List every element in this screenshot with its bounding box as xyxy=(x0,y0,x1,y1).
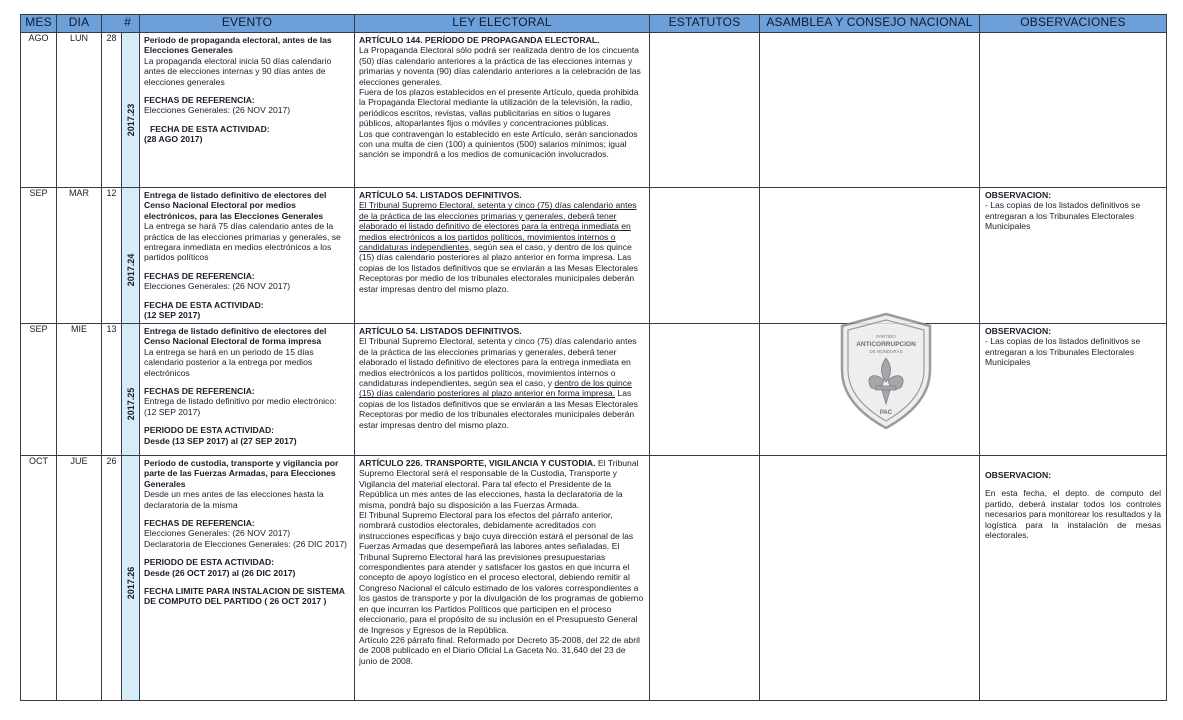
law-cell xyxy=(355,33,650,188)
event-title: Periodo de propaganda electoral, antes de las Elecciones Generales xyxy=(144,35,332,56)
statutes-cell xyxy=(650,33,760,188)
month-cell: SEP xyxy=(21,324,57,456)
event-cell xyxy=(140,188,355,324)
party-seal-stamp xyxy=(838,312,934,430)
table-row xyxy=(21,188,1167,324)
table-row xyxy=(21,324,1167,456)
number-cell: 12 xyxy=(102,188,122,324)
statutes-cell xyxy=(650,456,760,701)
header-evento: EVENTO xyxy=(140,15,355,33)
observations-cell xyxy=(980,33,1167,188)
reference-label: FECHAS DE REFERENCIA: xyxy=(144,386,255,397)
event-description: La entrega se hará 75 días calendario antes de la práctica de las elecciones primarias y generales, se entregara inmediata en medios electrónicos a los partidos políticos xyxy=(144,221,341,263)
day-cell: MAR xyxy=(57,188,102,324)
law-title: ARTÍCULO 144. PERÍODO DE PROPAGANDA ELECTORAL. xyxy=(359,35,600,45)
law-paragraph: La Propaganda Electoral sólo podrá ser realizada dentro de los cincuenta (50) días calendario anteriores a la práctica de las elecciones internas y primarias y noventa (90) días calendario anteriores a la celebración de las elecciones generales. xyxy=(359,45,641,87)
observation-text: - Las copias de los listados definitivos se entregaran a los Tribunales Electorales Municipales xyxy=(985,336,1141,368)
month-cell: OCT xyxy=(21,456,57,701)
month-cell: SEP xyxy=(21,188,57,324)
activity-value: Desde (13 SEP 2017) al (27 SEP 2017) xyxy=(144,435,297,446)
seal-sub-text: DE HONDURAS xyxy=(869,349,903,354)
reference-value: Elecciones Generales: (26 NOV 2017) xyxy=(144,281,291,292)
law-cell xyxy=(355,324,650,456)
reference-value: Elecciones Generales: (26 NOV 2017) xyxy=(144,528,291,539)
observation-title: OBSERVACION: xyxy=(985,190,1052,200)
header-asamblea: ASAMBLEA Y CONSEJO NACIONAL xyxy=(760,15,980,33)
seal-top-text: PARTIDO xyxy=(876,334,896,339)
observations-cell xyxy=(980,188,1167,324)
observation-text: - Las copias de los listados definitivos se entregaran a los Tribunales Electorales Municipales xyxy=(985,200,1141,232)
header-mes: MES xyxy=(21,15,57,33)
number-cell: 28 xyxy=(102,33,122,188)
observation-text: En esta fecha, el depto. de computo del partido, deberá instalar todos los controles necesarios para monitorear los resultados y la logística para la instalación de mesas electorales. xyxy=(985,488,1161,541)
observation-title: OBSERVACION: xyxy=(985,326,1052,336)
deadline-label: FECHA LIMITE PARA INSTALACION DE SISTEMA DE COMPUTO DEL PARTIDO ( 26 OCT 2017 ) xyxy=(144,586,345,607)
law-cell xyxy=(355,188,650,324)
activity-code-cell xyxy=(122,456,140,701)
law-paragraph: Los que contravengan lo establecido en este Artículo, serán sancionados con una multa de cien (100) a quinientos (500) salarios mínimos; igual sanción se impondrá a los medios de comunicación involucrados. xyxy=(359,128,638,160)
day-cell: MIE xyxy=(57,324,102,456)
reference-value: Entrega de listado definitivo por medio electrónico: (12 SEP 2017) xyxy=(144,396,337,417)
event-title: Entrega de listado definitivo de electores del Censo Nacional Electoral de forma impresa xyxy=(144,326,327,347)
activity-label: PERIODO DE ESTA ACTIVIDAD: xyxy=(144,425,275,436)
day-cell: LUN xyxy=(57,33,102,188)
law-underlined-text: dentro de los quince (15) días calendario posteriores al plazo anterior en forma impresa. xyxy=(359,378,632,399)
law-title: ARTÍCULO 226. TRANSPORTE, VIGILANCIA Y CUSTODIA. xyxy=(359,458,596,468)
header-row xyxy=(21,15,1167,33)
event-title: Entrega de listado definitivo de electores del Censo Nacional Electoral por medios electrónicos, para las Elecciones Generales xyxy=(144,190,327,221)
header-estatutos: ESTATUTOS xyxy=(650,15,760,33)
law-title: ARTÍCULO 54. LISTADOS DEFINITIVOS. xyxy=(359,326,522,336)
assembly-cell xyxy=(760,188,980,324)
observations-cell xyxy=(980,324,1167,456)
header-observaciones: OBSERVACIONES xyxy=(980,15,1167,33)
event-description: Desde un mes antes de las elecciones hasta la declaratoria de la misma xyxy=(144,489,324,510)
activity-code: 2017.23 xyxy=(125,103,136,137)
table-row xyxy=(21,456,1167,701)
activity-label: FECHA DE ESTA ACTIVIDAD: xyxy=(144,299,264,310)
law-text: El Tribunal Supremo Electoral, setenta y cinco (75) días calendario antes de la práctica de las elecciones primarias y generales, deberá tener elaborado el listado definitivo de electores para la entrega inmediata en medios electrónicos a los partidos políticos, movimientos internos o candidaturas independientes, según sea el caso, y xyxy=(359,336,637,389)
law-paragraph: Fuera de los plazos establecidos en el presente Artículo, queda prohibida la Propaganda Electoral mediante la utilización de la televisión, la radio, periódicos escritos, revistas, vallas publicitarias en sitios o lugares públicos, altoparlantes fijos o móviles y concentraciones públicas. xyxy=(359,87,639,129)
header-dia: DIA xyxy=(57,15,102,33)
month-cell: AGO xyxy=(21,33,57,188)
event-cell xyxy=(140,324,355,456)
seal-initials: PAC xyxy=(879,410,893,416)
activity-value: Desde (26 OCT 2017) al (26 DIC 2017) xyxy=(144,567,296,578)
reference-value: Elecciones Generales: (26 NOV 2017) xyxy=(144,105,291,116)
law-text: , según sea el caso, y dentro de los quince (15) días calendario posteriores al plazo anterior en forma impresa. Las copias de los listados definitivos que se enviarán a las Mesas Electorales Receptoras por medio de los tribunales electorales municipales deberán estar impresas dentro del mismo plazo. xyxy=(359,242,638,294)
law-paragraph: Artículo 226 párrafo final. Reformado por Decreto 35-2008, del 22 de abril de 2008 publicado en el Diario Oficial La Gaceta No. 31,640 del 23 de junio de 2008. xyxy=(359,634,640,666)
law-text: Las copias de los listados definitivos que se enviarán a las Mesas Electorales Receptoras por medio de los tribunales electorales municipales deberán estar impresas dentro del mismo plazo. xyxy=(359,388,638,430)
activity-code: 2017.24 xyxy=(125,253,136,287)
event-cell xyxy=(140,33,355,188)
calendar-table xyxy=(20,14,1167,701)
statutes-cell xyxy=(650,324,760,456)
activity-code-cell xyxy=(122,33,140,188)
header-ley: LEY ELECTORAL xyxy=(355,15,650,33)
reference-label: FECHAS DE REFERENCIA: xyxy=(144,270,255,281)
activity-code: 2017.25 xyxy=(125,387,136,421)
statutes-cell xyxy=(650,188,760,324)
reference-label: FECHAS DE REFERENCIA: xyxy=(144,518,255,529)
activity-code-cell xyxy=(122,188,140,324)
observations-cell xyxy=(980,456,1167,701)
activity-code-cell xyxy=(122,324,140,456)
number-cell: 13 xyxy=(102,324,122,456)
reference-label: FECHAS DE REFERENCIA: xyxy=(144,95,255,106)
event-cell xyxy=(140,456,355,701)
activity-value: (28 AGO 2017) xyxy=(144,134,203,145)
law-title: ARTÍCULO 54. LISTADOS DEFINITIVOS. xyxy=(359,190,522,200)
law-cell xyxy=(355,456,650,701)
event-description: La entrega se hará en un periodo de 15 días calendario posterior a la entrega por medios electrónicos xyxy=(144,346,314,378)
event-title: Periodo de custodia, transporte y vigilancia por parte de las Fuerzas Armadas, para Elecciones Generales xyxy=(144,458,339,489)
observation-title: OBSERVACION: xyxy=(985,470,1052,480)
assembly-cell xyxy=(760,33,980,188)
law-paragraph: El Tribunal Supremo Electoral para los efectos del párrafo anterior, nombrará custodios electorales, debidamente acreditados con instrucciones específicas y bajo cuya dirección estará el personal de las Fuerzas Armadas que desempeñará las labores antes señaladas. El Tribunal Supremo Electoral hará las previsiones presupuestarias correspondientes para atender y satisfacer los gastos en que incurra el concepto de apoyo logístico en el proceso electoral, debiendo remitir al Congreso Nacional el cálculo estimado de los valores correspondientes a los gastos de transporte y por la divulgación de los programas de gobierno en que incurran los Partidos Políticos que participen en el proceso eleccionario, para el propósito de su inclusión en el Presupuesto General de Ingresos y Egresos de la República. xyxy=(359,510,644,635)
electoral-calendar-sheet xyxy=(20,14,1166,704)
number-cell: 26 xyxy=(102,456,122,701)
day-cell: JUE xyxy=(57,456,102,701)
header-num: # xyxy=(102,15,140,33)
seal-name-text: ANTICORRUPCION xyxy=(856,341,916,348)
assembly-cell xyxy=(760,456,980,701)
event-description: La propaganda electoral inicia 50 días calendario antes de elecciones internas y 90 días antes de elecciones generales xyxy=(144,55,332,87)
table-row xyxy=(21,33,1167,188)
reference-value: Declaratoria de Elecciones Generales: (26 DIC 2017) xyxy=(144,538,348,549)
activity-code: 2017.26 xyxy=(125,566,136,600)
law-underlined-text: El Tribunal Supremo Electoral, setenta y cinco (75) días calendario antes de la práctica de las elecciones primarias y generales, deberá tener elaborado el listado definitivo de electores para la entrega inmediata en medios electrónicos a los partidos políticos, movimientos internos o candidaturas independientes xyxy=(359,200,637,253)
activity-label: PERIODO DE ESTA ACTIVIDAD: xyxy=(144,557,275,568)
activity-label: FECHA DE ESTA ACTIVIDAD: xyxy=(150,123,270,134)
law-text: El Tribunal Supremo Electoral será el responsable de la Custodia, Transporte y Vigilancia del material electoral. Para tal efecto el Presidente de la República un mes antes de las elecciones, hasta la declaratoria de la misma, pondrá bajo su disposición a las Fuerzas Armada. xyxy=(359,458,639,510)
activity-value: (12 SEP 2017) xyxy=(144,310,201,321)
